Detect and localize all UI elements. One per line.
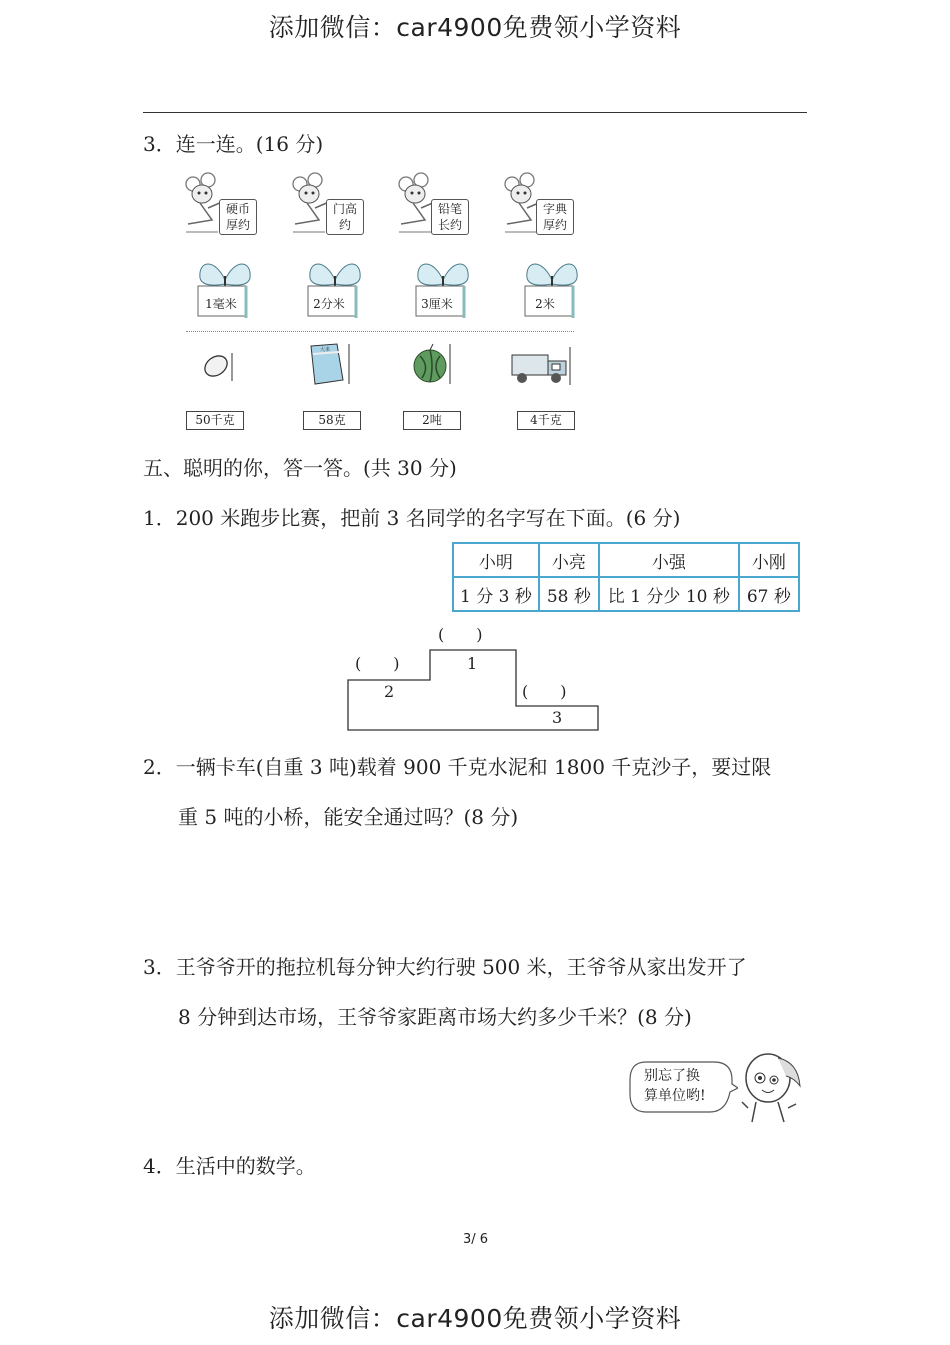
card-line: 铅笔 xyxy=(437,202,462,216)
problem1-title: 1．200 米跑步比赛，把前 3 名同学的名字写在下面。(6 分) xyxy=(143,506,681,530)
length-3cm: 3厘米 xyxy=(421,297,453,311)
card-line: 字典 xyxy=(542,202,567,216)
time-xiaogang: 67 秒 xyxy=(739,577,799,611)
bubble-line2: 算单位哟! xyxy=(644,1088,706,1104)
header-xiaoqiang: 小强 xyxy=(599,543,739,577)
q3-title: 3．连一连。(16 分) xyxy=(143,132,324,156)
rank-2: 2 xyxy=(384,682,395,701)
rice-bag-icon[interactable] xyxy=(303,340,353,388)
butterfly-icon xyxy=(300,258,370,322)
weight-58g: 58克 xyxy=(303,411,361,430)
table-row xyxy=(453,543,799,577)
length-2m: 2米 xyxy=(535,297,555,311)
first-place-blank[interactable]: ( ) xyxy=(438,625,483,644)
bag-label: 大米 xyxy=(320,347,331,353)
header-xiaoliang: 小亮 xyxy=(539,543,599,577)
card-pencil xyxy=(431,199,469,235)
race-table xyxy=(452,542,800,612)
watermelon-icon[interactable] xyxy=(408,340,456,388)
problem2-line2: 重 5 吨的小桥，能安全通过吗？(8 分) xyxy=(178,805,519,829)
card-dictionary xyxy=(536,199,574,235)
butterfly-1[interactable] xyxy=(190,258,260,326)
rank-1: 1 xyxy=(467,654,478,673)
card-line: 厚约 xyxy=(542,218,567,232)
header-rule xyxy=(143,112,807,113)
card-coin xyxy=(219,199,257,235)
butterfly-icon xyxy=(408,258,478,322)
bubble-line1: 别忘了换 xyxy=(644,1068,700,1084)
header-xiaoming: 小明 xyxy=(453,543,539,577)
card-line: 长约 xyxy=(437,218,462,232)
section5-title: 五、聪明的你，答一答。(共 30 分) xyxy=(143,456,457,480)
problem3-line2: 8 分钟到达市场，王爷爷家距离市场大约多少千米？(8 分) xyxy=(178,1005,692,1029)
truck-icon[interactable] xyxy=(508,345,572,387)
second-place-blank[interactable]: ( ) xyxy=(355,654,400,673)
bottom-banner: 添加微信：car4900免费领小学资料 xyxy=(268,1304,682,1333)
length-2dm: 2分米 xyxy=(313,297,345,311)
time-xiaoliang: 58 秒 xyxy=(539,577,599,611)
weight-4kg: 4千克 xyxy=(517,411,575,430)
butterfly-4[interactable] xyxy=(517,258,587,326)
dotted-separator xyxy=(186,331,574,332)
butterfly-icon xyxy=(517,258,587,322)
header-xiaogang: 小刚 xyxy=(739,543,799,577)
time-xiaoming: 1 分 3 秒 xyxy=(453,577,539,611)
card-line: 硬币 xyxy=(225,202,250,216)
butterfly-2[interactable] xyxy=(300,258,370,326)
cartoon-mascot-icon xyxy=(738,1048,804,1126)
butterfly-3[interactable] xyxy=(408,258,478,326)
table-row xyxy=(453,577,799,611)
card-line: 门高 xyxy=(332,202,357,216)
problem4-title: 4．生活中的数学。 xyxy=(143,1154,316,1178)
weight-50kg: 50千克 xyxy=(186,411,244,430)
page-number: 3/ 6 xyxy=(463,1232,489,1247)
time-xiaoqiang: 比 1 分少 10 秒 xyxy=(599,577,739,611)
butterfly-icon xyxy=(190,258,260,322)
problem2-line1: 2．一辆卡车(自重 3 吨)载着 900 千克水泥和 1800 千克沙子，要过限 xyxy=(143,755,772,779)
card-line: 厚约 xyxy=(225,218,250,232)
top-banner: 添加微信：car4900免费领小学资料 xyxy=(268,13,682,42)
problem3-line1: 3．王爷爷开的拖拉机每分钟大约行驶 500 米，王爷爷从家出发开了 xyxy=(143,955,747,979)
card-line: 约 xyxy=(338,218,351,232)
card-door xyxy=(326,199,364,235)
rank-3: 3 xyxy=(552,708,563,727)
egg-icon[interactable] xyxy=(198,345,238,385)
weight-2t: 2吨 xyxy=(403,411,461,430)
length-1mm: 1毫米 xyxy=(205,297,237,311)
third-place-blank[interactable]: ( ) xyxy=(522,682,567,701)
